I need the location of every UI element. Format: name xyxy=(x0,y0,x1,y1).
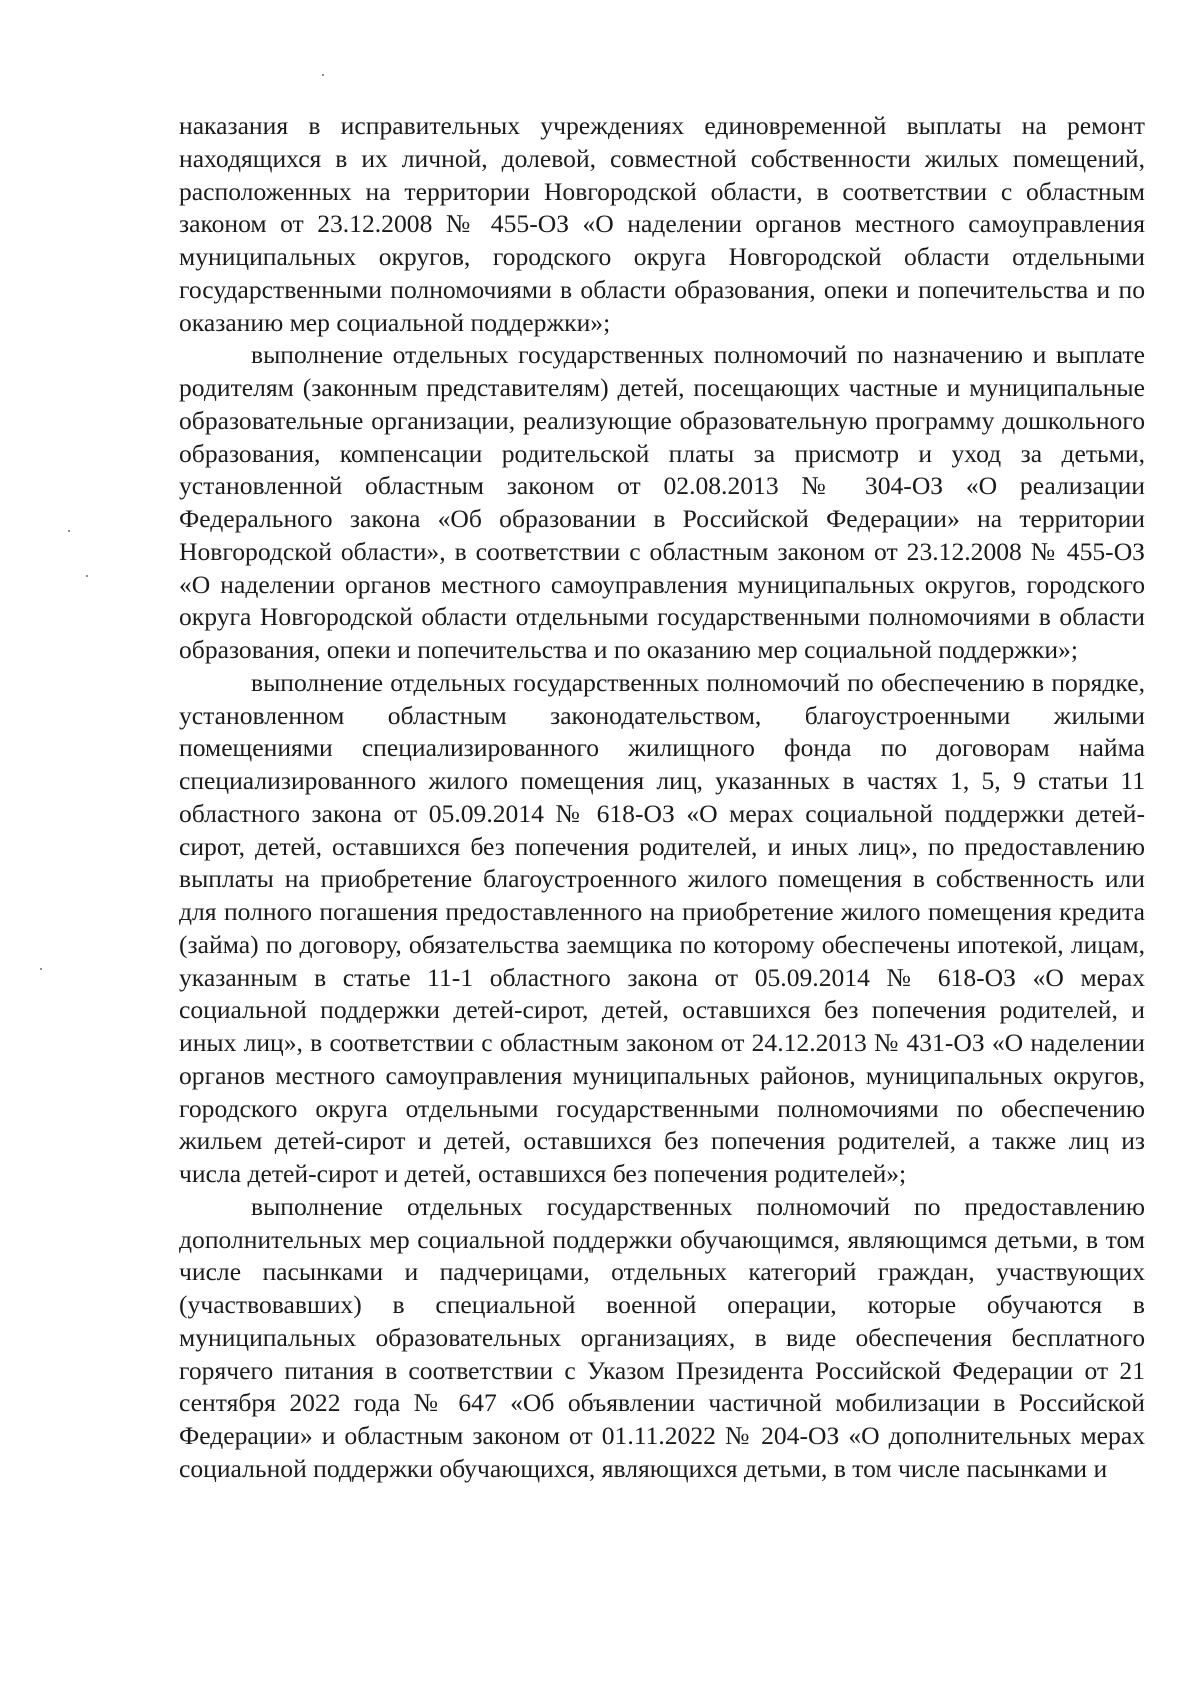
scan-speck xyxy=(86,575,88,577)
paragraph-orphan-housing: выполнение отдельных государственных полномочий по обеспечению в порядке, установленном областным законодательством, благоустроенными жилыми помещениями специализированного жилищного фонда по договорам найма специализированного жилого помещения лиц, указанных в частях 1, 5, 9 статьи 11 областного закона от 05.09.2014 № 618-ОЗ «О мерах социальной поддержки детей-сирот, детей, оставшихся без попечения родителей, и иных лиц», по предоставлению выплаты на приобретение благоустроенного жилого помещения в собственность или для полного погашения предоставленного на приобретение жилого помещения кредита (займа) по договору, обязательства заемщика по которому обеспечены ипотекой, лицам, указанным в статье 11-1 областного закона от 05.09.2014 № 618-ОЗ «О мерах социальной поддержки детей-сирот, детей, оставшихся без попечения родителей, и иных лиц», в соответствии с областным законом от 24.12.2013 № 431-ОЗ «О наделении органов местного самоуправления муниципальных районов, муниципальных округов, городского округа отдельными государственными полномочиями по обеспечению жильем детей-сирот и детей, оставшихся без попечения родителей, а также лиц из числа детей-сирот и детей, оставшихся без попечения родителей»; xyxy=(179,667,1145,1188)
scan-speck xyxy=(40,968,42,970)
paragraph-continuation: наказания в исправительных учреждениях единовременной выплаты на ремонт находящихся в их личной, долевой, совместной собственности жилых помещений, расположенных на территории Новгородской области, в соответствии с областным законом от 23.12.2008 № 455-ОЗ «О наделении органов местного самоуправления муниципальных округов, городского округа Новгородской области отдельными государственными полномочиями в области образования, опеки и попечительства и по оказанию мер социальной поддержки»; xyxy=(179,111,1145,337)
document-body xyxy=(179,110,1145,1486)
paragraph-parental-fee-compensation: выполнение отдельных государственных полномочий по назначению и выплате родителям (законным представителям) детей, посещающих частные и муниципальные образовательные организации, реализующие образовательную программу дошкольного образования, компенсации родительской платы за присмотр и уход за детьми, установленной областным законом от 02.08.2013 № 304-ОЗ «О реализации Федерального закона «Об образовании в Российской Федерации» на территории Новгородской области», в соответствии с областным законом от 23.12.2008 № 455-ОЗ «О наделении органов местного самоуправления муниципальных округов, городского округа Новгородской области отдельными государственными полномочиями в области образования, опеки и попечительства и по оказанию мер социальной поддержки»; xyxy=(179,340,1145,664)
scan-speck xyxy=(68,530,70,532)
paragraph-svo-hot-meals: выполнение отдельных государственных полномочий по предоставлению дополнительных мер социальной поддержки обучающимся, являющимся детьми, в том числе пасынками и падчерицами, отдельных категорий граждан, участвующих (участвовавших) в специальной военной операции, которые обучаются в муниципальных образовательных организациях, в виде обеспечения бесплатного горячего питания в соответствии с Указом Президента Российской Федерации от 21 сентября 2022 года № 647 «Об объявлении частичной мобилизации в Российской Федерации» и областным законом от 01.11.2022 № 204-ОЗ «О дополнительных мерах социальной поддержки обучающихся, являющихся детьми, в том числе пасынками и xyxy=(179,1191,1145,1483)
scan-speck xyxy=(322,74,324,76)
